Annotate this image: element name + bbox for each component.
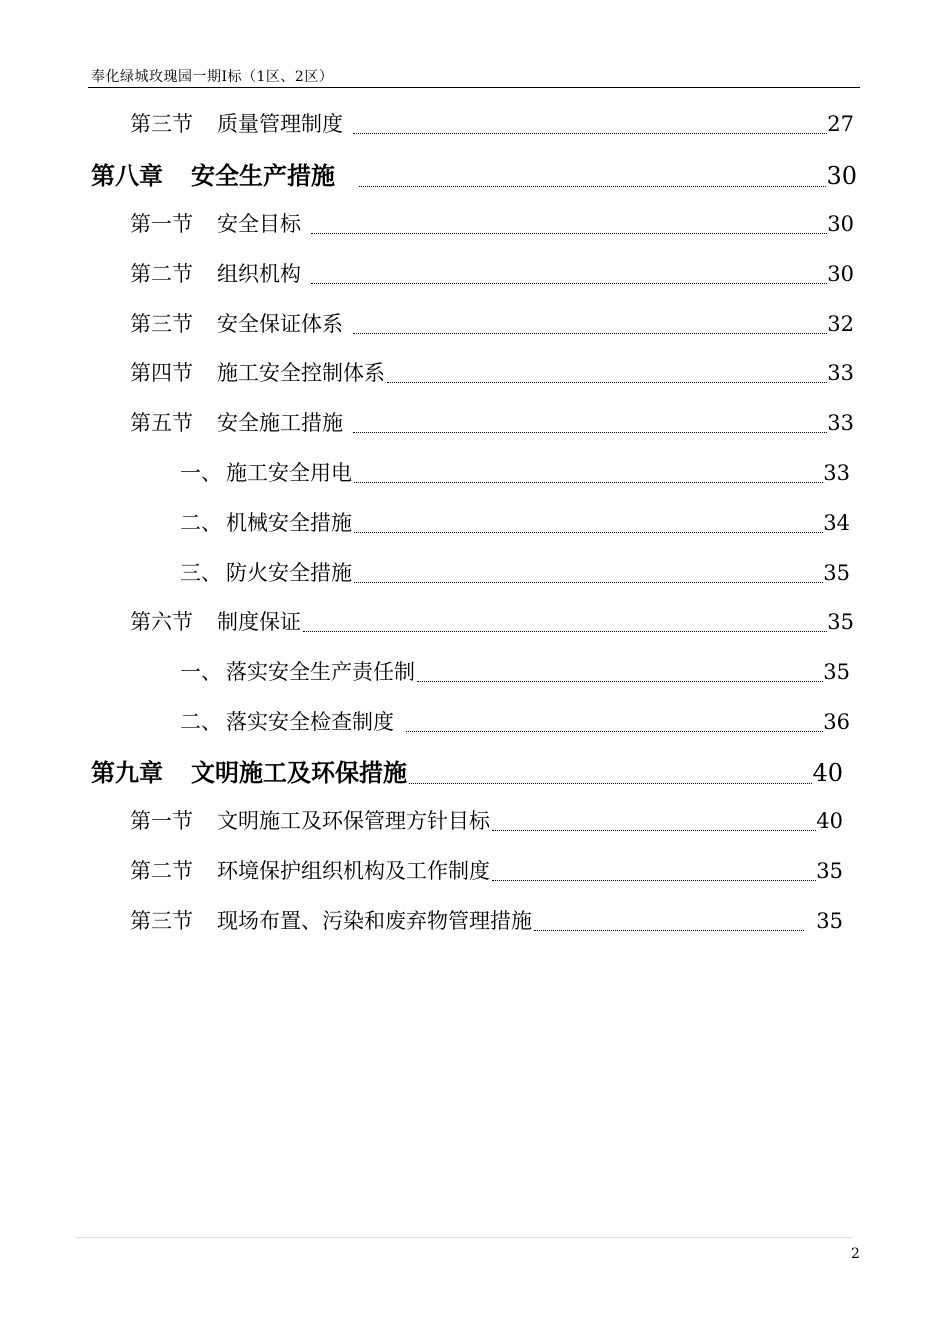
toc-subentry[interactable] [180, 507, 850, 537]
toc-entry-number: 第三节 [130, 112, 193, 136]
toc-entry-number: 第二节 [130, 859, 193, 883]
toc-entry-page: 33 [823, 461, 850, 485]
toc-entry-number: 二、 [180, 710, 222, 734]
toc-entry-number: 第八章 [91, 161, 163, 190]
toc-entry-page: 35 [823, 660, 850, 684]
toc-entry-page: 34 [823, 511, 850, 535]
toc-entry[interactable] [130, 855, 843, 885]
toc-entry-number: 第五节 [130, 411, 193, 435]
toc-entry[interactable] [130, 108, 854, 138]
dot-leader [492, 830, 816, 831]
toc-entry-title: 组织机构 [217, 262, 301, 286]
toc-entry-title: 落实安全检查制度 [226, 710, 394, 734]
toc-entry[interactable] [130, 357, 854, 387]
dot-leader [359, 186, 826, 187]
toc-entry-page: 35 [823, 561, 850, 585]
toc-entry-number: 第二节 [130, 262, 193, 286]
dot-leader [353, 432, 827, 433]
toc-entry-title: 施工安全控制体系 [217, 361, 385, 385]
toc-entry-title: 机械安全措施 [226, 511, 352, 535]
page-number: 2 [851, 1246, 860, 1262]
dot-leader [354, 532, 823, 533]
toc-entry-title: 环境保护组织机构及工作制度 [217, 859, 490, 883]
toc-entry-page: 33 [827, 361, 854, 385]
dot-leader [534, 930, 804, 931]
toc-entry-number: 第九章 [91, 758, 163, 787]
dot-leader [303, 631, 827, 632]
toc-entry[interactable] [130, 606, 854, 636]
toc-entry[interactable] [130, 805, 843, 835]
toc-entry-page: 40 [812, 759, 843, 787]
dot-leader [406, 731, 823, 732]
toc-entry-number: 二、 [180, 511, 222, 535]
toc-entry-number: 第一节 [130, 809, 193, 833]
running-header: 奉化绿城玫瑰园一期Ⅰ标（1区、2区） [91, 69, 334, 85]
toc-entry-number: 一、 [180, 461, 222, 485]
toc-entry-number: 第三节 [130, 909, 193, 933]
dot-leader [387, 382, 827, 383]
toc-entry-page: 33 [827, 411, 854, 435]
dot-leader [354, 482, 823, 483]
toc-entry-page: 36 [823, 710, 850, 734]
toc-entry-title: 质量管理制度 [217, 112, 343, 136]
toc-entry-title: 落实安全生产责任制 [226, 660, 415, 684]
toc-entry-title: 文明施工及环保措施 [191, 758, 407, 787]
toc-entry-title: 现场布置、污染和废弃物管理措施 [217, 909, 532, 933]
toc-entry[interactable] [130, 308, 854, 338]
toc-entry-number: 三、 [180, 561, 222, 585]
toc-entry[interactable] [130, 407, 854, 437]
dot-leader [492, 880, 816, 881]
toc-entry-number: 第三节 [130, 312, 193, 336]
toc-subentry[interactable] [180, 706, 850, 736]
toc-entry-title: 安全施工措施 [217, 411, 343, 435]
toc-entry-number: 第一节 [130, 212, 193, 236]
dot-leader [311, 233, 827, 234]
toc-entry-page: 35 [816, 909, 843, 933]
toc-entry-page: 35 [816, 859, 843, 883]
toc-chapter-entry[interactable] [91, 753, 843, 788]
toc-entry-title: 安全目标 [217, 212, 301, 236]
toc-entry-number: 第六节 [130, 610, 193, 634]
toc-entry-page: 32 [827, 312, 854, 336]
toc-entry-title: 施工安全用电 [226, 461, 352, 485]
toc-entry-title: 防火安全措施 [226, 561, 352, 585]
dot-leader [353, 133, 827, 134]
toc-entry[interactable] [130, 208, 854, 238]
toc-entry[interactable] [130, 905, 843, 935]
toc-entry-number: 一、 [180, 660, 222, 684]
dot-leader [354, 582, 823, 583]
toc-entry-number: 第四节 [130, 361, 193, 385]
footer-divider [76, 1237, 852, 1238]
header-divider [88, 87, 860, 88]
toc-entry-page: 30 [827, 212, 854, 236]
toc-entry-title: 制度保证 [217, 610, 301, 634]
toc-entry-page: 30 [826, 162, 857, 190]
dot-leader [311, 283, 827, 284]
toc-entry-page: 40 [816, 809, 843, 833]
toc-subentry[interactable] [180, 457, 850, 487]
toc-entry-title: 安全保证体系 [217, 312, 343, 336]
toc-entry-page: 30 [827, 262, 854, 286]
dot-leader [353, 333, 827, 334]
toc-entry-title: 安全生产措施 [191, 161, 335, 190]
toc-entry-page: 27 [827, 112, 854, 136]
toc-entry-page: 35 [827, 610, 854, 634]
toc-entry[interactable] [130, 258, 854, 288]
toc-chapter-entry[interactable] [91, 156, 857, 191]
toc-subentry[interactable] [180, 557, 850, 587]
toc-entry-title: 文明施工及环保管理方针目标 [217, 809, 490, 833]
dot-leader [417, 681, 823, 682]
dot-leader [409, 783, 812, 784]
toc-subentry[interactable] [180, 656, 850, 686]
